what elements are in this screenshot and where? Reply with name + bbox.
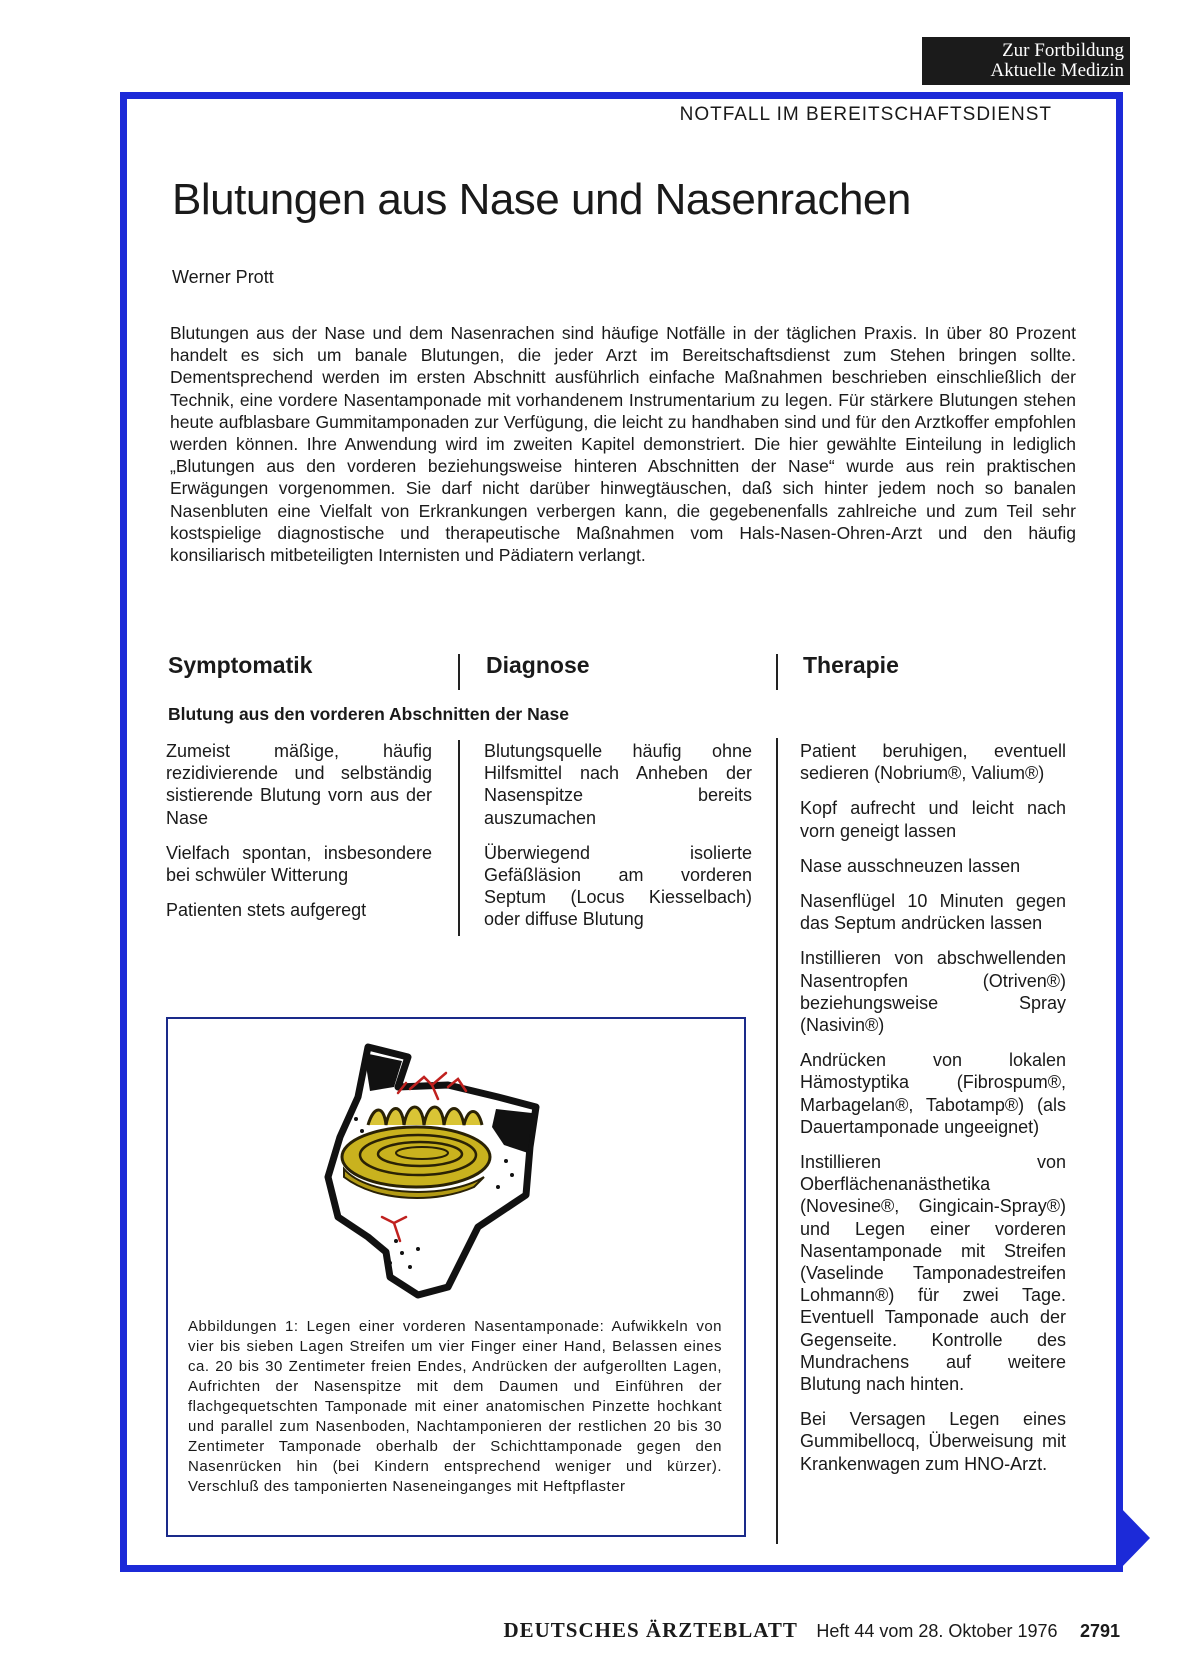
diagnose-item: Blutungsquelle häufig ohne Hilfsmittel nach Anheben der Nasenspitze bereits auszumachen: [484, 741, 752, 828]
rubric-line-2: Aktuelle Medizin: [990, 59, 1124, 81]
issue-info: Heft 44 vom 28. Oktober 1976: [816, 1621, 1058, 1641]
journal-name: DEUTSCHES ÄRZTEBLATT: [503, 1618, 798, 1642]
figure-caption: Abbildungen 1: Legen einer vorderen Nasentamponade: Aufwikkeln von vier bis sieben Lagen Streifen um vier Finger einer Hand, Belassen eines ca. 20 bis 30 Zentimeter freien Endes, Andrücken der aufgerollten Lagen, Aufrichten der Nasenspitze mit dem Daumen und Einführen der flachgequetschten Tamponade mit einer anatomischen Pinzette hochkant und parallel zum Nasenboden, Nachtamponieren der restlichen 20 bis 30 Zentimeter Tamponade oberhalb der Schichttamponade gegen den Nasenrücken hin (bei Kindern entsprechend weniger und kürzer). Verschluß des tamponierten Naseneinganges mit Heftpflaster: [188, 1318, 722, 1495]
therapie-item: Nasenflügel 10 Minuten gegen das Septum andrücken lassen: [800, 891, 1066, 934]
diagnose-item: Überwiegend isolierte Gefäßläsion am vorderen Septum (Locus Kiesselbach) oder diffuse Blutung: [484, 842, 752, 930]
symptom-item: Vielfach spontan, insbesondere bei schwüler Witterung: [166, 842, 432, 886]
figure-box: [166, 1017, 746, 1537]
column-symptomatik: [166, 740, 432, 934]
therapie-item: Kopf aufrecht und leicht nach vorn geneigt lassen: [800, 798, 1066, 841]
column-divider: [458, 654, 460, 690]
heading-diagnose: Diagnose: [486, 652, 590, 678]
heading-symptomatik: Symptomatik: [168, 652, 313, 678]
therapie-item: Nase ausschneuzen lassen: [800, 855, 1021, 876]
heading-therapie: Therapie: [803, 652, 899, 678]
column-divider: [458, 740, 460, 936]
symptom-item: Patienten stets aufgeregt: [166, 900, 367, 921]
column-diagnose: [484, 740, 752, 944]
rubric-badge: [922, 37, 1130, 85]
column-divider: [776, 738, 778, 1544]
continue-arrow-icon: [1118, 1505, 1150, 1571]
rubric-line-1: Zur Fortbildung: [1002, 40, 1124, 61]
page-number: 2791: [1079, 1621, 1120, 1641]
intro-paragraph: Blutungen aus der Nase und dem Nasenrachen sind häufige Notfälle in der täglichen Praxis. In über 80 Prozent handelt es sich um banale Blutungen, die jeder Arzt im Bereitschaftsdienst zum Stehen bringen sollte. Dementsprechend werden im ersten Abschnitt ausführlich einfache Maßnahmen beschrieben einschließlich der Technik, eine vordere Nasentamponade mit vorhandenem Instrumentarium zu legen. Für stärkere Blutungen stehen heute aufblasbare Gummitamponaden zur Verfügung, die leicht zu handhaben sind und für den Arztkoffer empfohlen werden können. Ihre Anwendung wird im zweiten Kapitel demonstriert. Die hier gewählte Einteilung in lediglich „Blutungen aus den vorderen beziehungsweise hinteren Abschnitten der Nase“ wurde aus rein praktischen Erwägungen vorgenommen. Sie darf nicht darüber hinwegtäuschen, daß sich hinter jedem noch so banalen Nasenbluten eine Vielfalt von Erkrankungen verbergen kann, die gegebenenfalls zahlreiche und zum Teil sehr kostspielige diagnostische und therapeutische Maßnahmen vom Hals-Nasen-Ohren-Arzt und den häufig konsiliarisch mitbeteiligten Internisten und Pädiatern verlangt.: [170, 323, 1076, 566]
page-footer: [503, 1618, 1120, 1643]
therapie-item: Bei Versagen Legen eines Gummibellocq, Überweisung mit Krankenwagen zum HNO-Arzt.: [800, 1409, 1066, 1474]
section-label: NOTFALL IM BEREITSCHAFTSDIENST: [679, 104, 1052, 125]
therapie-item: Patient beruhigen, eventuell sedieren (Nobrium®, Valium®): [800, 741, 1066, 784]
subheading: Blutung aus den vorderen Abschnitten der Nase: [168, 704, 569, 724]
therapie-item: Instillieren von Oberflächenanästhetika (Novesine®, Gingicain-Spray®) und Legen einer vorderen Nasentamponade mit Streifen (Vaselinde Tamponadestreifen Lohmann®) für zwei Tage. Eventuell Tamponade auch der Gegenseite. Kontrolle des Mundrachens auf weitere Blutung nach hinten.: [800, 1152, 1066, 1395]
therapie-item: Andrücken von lokalen Hämostyptika (Fibrospum®, Marbagelan®, Tabotamp®) (als Dauertamponade ungeeignet): [800, 1050, 1066, 1137]
column-therapie: [800, 740, 1066, 1488]
symptom-item: Zumeist mäßige, häufig rezidivierende und selbständig sistierende Blutung vorn aus der Nase: [166, 741, 432, 828]
article-title: Blutungen aus Nase und Nasenrachen: [172, 175, 911, 224]
therapie-item: Instillieren von abschwellenden Nasentropfen (Otriven®) beziehungsweise Spray (Nasivin®): [800, 948, 1066, 1036]
nasal-tamponade-illustration: [298, 1027, 618, 1307]
column-divider: [776, 654, 778, 690]
author: Werner Prott: [172, 267, 274, 287]
